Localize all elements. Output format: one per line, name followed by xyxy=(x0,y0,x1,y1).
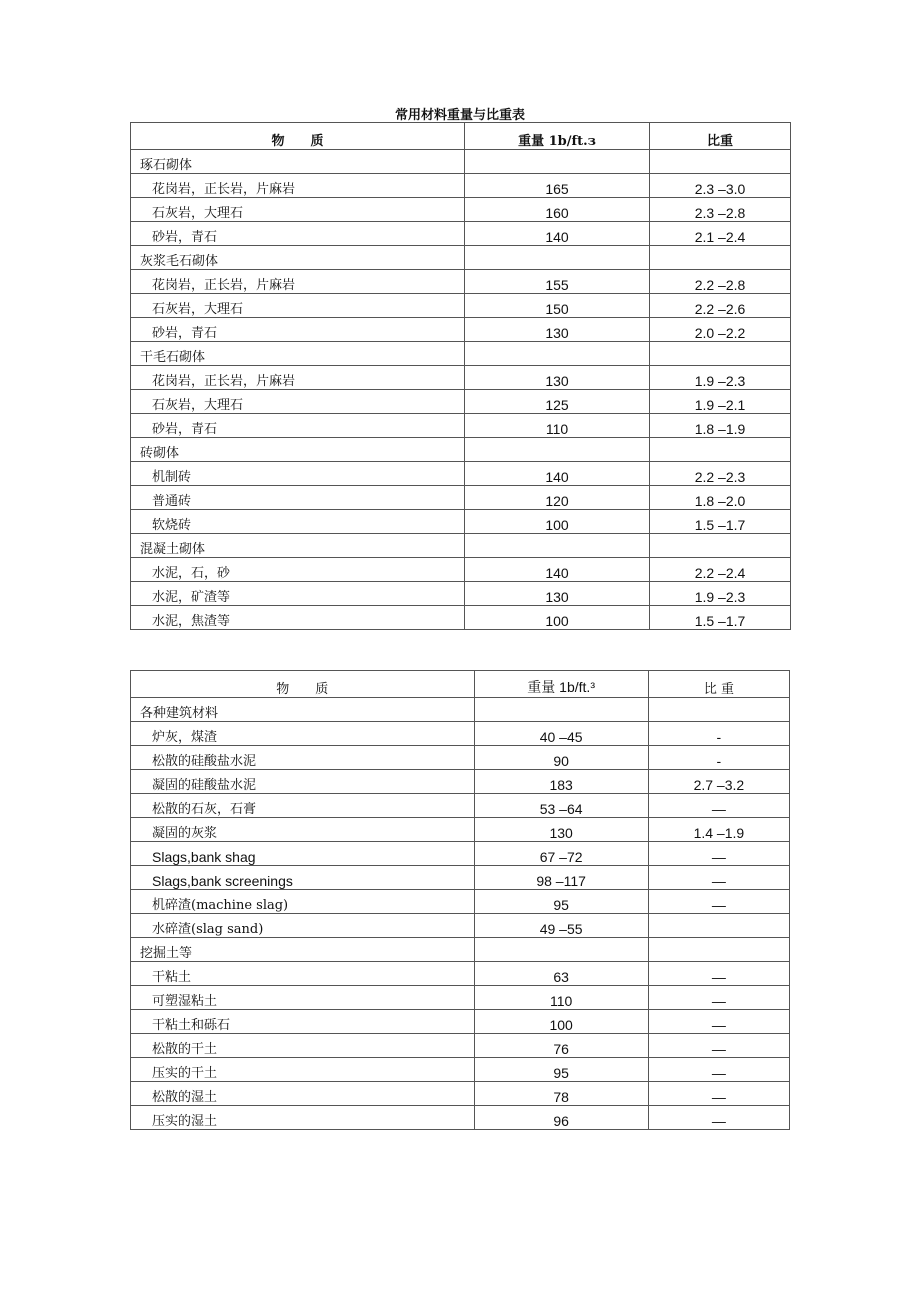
weight-gravity-table-1 xyxy=(130,122,791,630)
empty-cell xyxy=(465,246,650,270)
substance-name: 压实的干土 xyxy=(131,1058,475,1082)
empty-cell xyxy=(474,938,648,962)
gravity-value: 1.8 –1.9 xyxy=(650,414,791,438)
table-row xyxy=(131,222,791,246)
substance-name: 压实的湿土 xyxy=(131,1106,475,1130)
header-substance: 物 质 xyxy=(131,123,465,150)
weight-value: 120 xyxy=(465,486,650,510)
empty-cell xyxy=(650,342,791,366)
table-row xyxy=(131,486,791,510)
gravity-value: — xyxy=(648,1010,789,1034)
weight-value: 53 –64 xyxy=(474,794,648,818)
table-row xyxy=(131,1106,790,1130)
gravity-value: — xyxy=(648,794,789,818)
substance-name: 软烧砖 xyxy=(131,510,465,534)
weight-value: 160 xyxy=(465,198,650,222)
empty-cell xyxy=(474,698,648,722)
category-label: 灰浆毛石砌体 xyxy=(131,246,465,270)
table-row xyxy=(131,890,790,914)
category-row xyxy=(131,938,790,962)
table-row xyxy=(131,1082,790,1106)
weight-value: 110 xyxy=(474,986,648,1010)
weight-value: 130 xyxy=(465,318,650,342)
substance-name: 可塑湿粘土 xyxy=(131,986,475,1010)
weight-value: 96 xyxy=(474,1106,648,1130)
weight-value: 40 –45 xyxy=(474,722,648,746)
empty-cell xyxy=(465,438,650,462)
gravity-value: - xyxy=(648,722,789,746)
weight-value: 183 xyxy=(474,770,648,794)
substance-name: 石灰岩，大理石 xyxy=(131,390,465,414)
gravity-value: 2.7 –3.2 xyxy=(648,770,789,794)
empty-cell xyxy=(648,698,789,722)
substance-name: 花岗岩，正长岩，片麻岩 xyxy=(131,174,465,198)
substance-name: 水泥，焦渣等 xyxy=(131,606,465,630)
category-label: 干毛石砌体 xyxy=(131,342,465,366)
substance-name: 松散的硅酸盐水泥 xyxy=(131,746,475,770)
gravity-value: 1.5 –1.7 xyxy=(650,510,791,534)
substance-name: 花岗岩，正长岩，片麻岩 xyxy=(131,366,465,390)
table-row xyxy=(131,986,790,1010)
weight-value: 130 xyxy=(465,582,650,606)
substance-name: 石灰岩，大理石 xyxy=(131,198,465,222)
weight-value: 165 xyxy=(465,174,650,198)
substance-name: 松散的干土 xyxy=(131,1034,475,1058)
table-row xyxy=(131,198,791,222)
substance-name: 干粘土 xyxy=(131,962,475,986)
table-row xyxy=(131,842,790,866)
table-row xyxy=(131,510,791,534)
header-weight: 重量 1b/ft.³ xyxy=(474,671,648,698)
category-row xyxy=(131,534,791,558)
table-row xyxy=(131,746,790,770)
gravity-value: - xyxy=(648,746,789,770)
table-row xyxy=(131,770,790,794)
table-row xyxy=(131,318,791,342)
substance-name: 炉灰，煤渣 xyxy=(131,722,475,746)
table-row xyxy=(131,366,791,390)
gravity-value: — xyxy=(648,1034,789,1058)
table-row xyxy=(131,818,790,842)
table-row xyxy=(131,414,791,438)
gravity-value: — xyxy=(648,962,789,986)
weight-value: 140 xyxy=(465,462,650,486)
gravity-value: — xyxy=(648,842,789,866)
weight-value: 95 xyxy=(474,890,648,914)
empty-cell xyxy=(465,150,650,174)
substance-name: 凝固的灰浆 xyxy=(131,818,475,842)
substance-name: 水泥，石，砂 xyxy=(131,558,465,582)
weight-value: 95 xyxy=(474,1058,648,1082)
weight-value: 140 xyxy=(465,558,650,582)
header-weight: 重量 1b/ft.з xyxy=(465,123,650,150)
weight-value: 67 –72 xyxy=(474,842,648,866)
substance-name: 松散的湿土 xyxy=(131,1082,475,1106)
table-row xyxy=(131,174,791,198)
table-2-body xyxy=(131,698,790,1130)
gravity-value: 1.9 –2.3 xyxy=(650,582,791,606)
category-label: 挖掘土等 xyxy=(131,938,475,962)
substance-name: 凝固的硅酸盐水泥 xyxy=(131,770,475,794)
table-row xyxy=(131,390,791,414)
table-row xyxy=(131,722,790,746)
empty-cell xyxy=(465,534,650,558)
gravity-value: 2.3 –2.8 xyxy=(650,198,791,222)
substance-name: 松散的石灰，石膏 xyxy=(131,794,475,818)
category-label: 琢石砌体 xyxy=(131,150,465,174)
table-row xyxy=(131,1010,790,1034)
table-row xyxy=(131,462,791,486)
page-title: 常用材料重量与比重表 xyxy=(394,108,525,123)
substance-name: 花岗岩，正长岩，片麻岩 xyxy=(131,270,465,294)
gravity-value: 1.9 –2.1 xyxy=(650,390,791,414)
weight-value: 100 xyxy=(474,1010,648,1034)
category-row xyxy=(131,150,791,174)
gravity-value: 1.9 –2.3 xyxy=(650,366,791,390)
empty-cell xyxy=(650,246,791,270)
category-label: 砖砌体 xyxy=(131,438,465,462)
gravity-value: — xyxy=(648,1082,789,1106)
table-row xyxy=(131,558,791,582)
weight-gravity-table-2 xyxy=(130,670,790,1130)
empty-cell xyxy=(650,150,791,174)
gravity-value: 2.3 –3.0 xyxy=(650,174,791,198)
category-row xyxy=(131,342,791,366)
substance-name: 水泥，矿渣等 xyxy=(131,582,465,606)
weight-value: 78 xyxy=(474,1082,648,1106)
gravity-value: 2.2 –2.8 xyxy=(650,270,791,294)
substance-name: 普通砖 xyxy=(131,486,465,510)
gravity-value: — xyxy=(648,1106,789,1130)
category-label: 各种建筑材料 xyxy=(131,698,475,722)
category-label: 混凝土砌体 xyxy=(131,534,465,558)
gravity-value: — xyxy=(648,866,789,890)
gravity-value: 2.1 –2.4 xyxy=(650,222,791,246)
empty-cell xyxy=(648,938,789,962)
empty-cell xyxy=(465,342,650,366)
gravity-value: — xyxy=(648,1058,789,1082)
table-row xyxy=(131,294,791,318)
gravity-value: 2.0 –2.2 xyxy=(650,318,791,342)
gravity-value xyxy=(648,914,789,938)
weight-value: 150 xyxy=(465,294,650,318)
category-row xyxy=(131,438,791,462)
table-row xyxy=(131,962,790,986)
substance-name: 机制砖 xyxy=(131,462,465,486)
substance-name: 水碎渣(slag sand) xyxy=(131,914,475,938)
table-row xyxy=(131,1058,790,1082)
gravity-value: 2.2 –2.6 xyxy=(650,294,791,318)
weight-value: 130 xyxy=(465,366,650,390)
substance-name: 机碎渣(machine slag) xyxy=(131,890,475,914)
substance-name: 干粘土和砾石 xyxy=(131,1010,475,1034)
weight-value: 76 xyxy=(474,1034,648,1058)
substance-name: Slags,bank shag xyxy=(131,842,475,866)
weight-value: 90 xyxy=(474,746,648,770)
substance-name: 砂岩，青石 xyxy=(131,414,465,438)
gravity-value: — xyxy=(648,986,789,1010)
empty-cell xyxy=(650,534,791,558)
weight-value: 100 xyxy=(465,606,650,630)
gravity-value: 1.4 –1.9 xyxy=(648,818,789,842)
weight-value: 125 xyxy=(465,390,650,414)
table-row xyxy=(131,582,791,606)
gravity-value: 1.5 –1.7 xyxy=(650,606,791,630)
substance-name: 砂岩，青石 xyxy=(131,222,465,246)
weight-value: 130 xyxy=(474,818,648,842)
table-row xyxy=(131,914,790,938)
table-row xyxy=(131,866,790,890)
header-gravity: 比 重 xyxy=(648,671,789,698)
table-row xyxy=(131,606,791,630)
header-substance: 物 质 xyxy=(131,671,475,698)
weight-value: 49 –55 xyxy=(474,914,648,938)
category-row xyxy=(131,246,791,270)
gravity-value: 1.8 –2.0 xyxy=(650,486,791,510)
substance-name: Slags,bank screenings xyxy=(131,866,475,890)
table-row xyxy=(131,794,790,818)
gravity-value: 2.2 –2.4 xyxy=(650,558,791,582)
table-1-body xyxy=(131,150,791,630)
header-gravity: 比重 xyxy=(650,123,791,150)
table-row xyxy=(131,1034,790,1058)
weight-value: 110 xyxy=(465,414,650,438)
weight-value: 155 xyxy=(465,270,650,294)
gravity-value: 2.2 –2.3 xyxy=(650,462,791,486)
weight-value: 98 –117 xyxy=(474,866,648,890)
gravity-value: — xyxy=(648,890,789,914)
table-row xyxy=(131,270,791,294)
category-row xyxy=(131,698,790,722)
weight-value: 63 xyxy=(474,962,648,986)
weight-value: 140 xyxy=(465,222,650,246)
substance-name: 砂岩，青石 xyxy=(131,318,465,342)
substance-name: 石灰岩，大理石 xyxy=(131,294,465,318)
empty-cell xyxy=(650,438,791,462)
weight-value: 100 xyxy=(465,510,650,534)
